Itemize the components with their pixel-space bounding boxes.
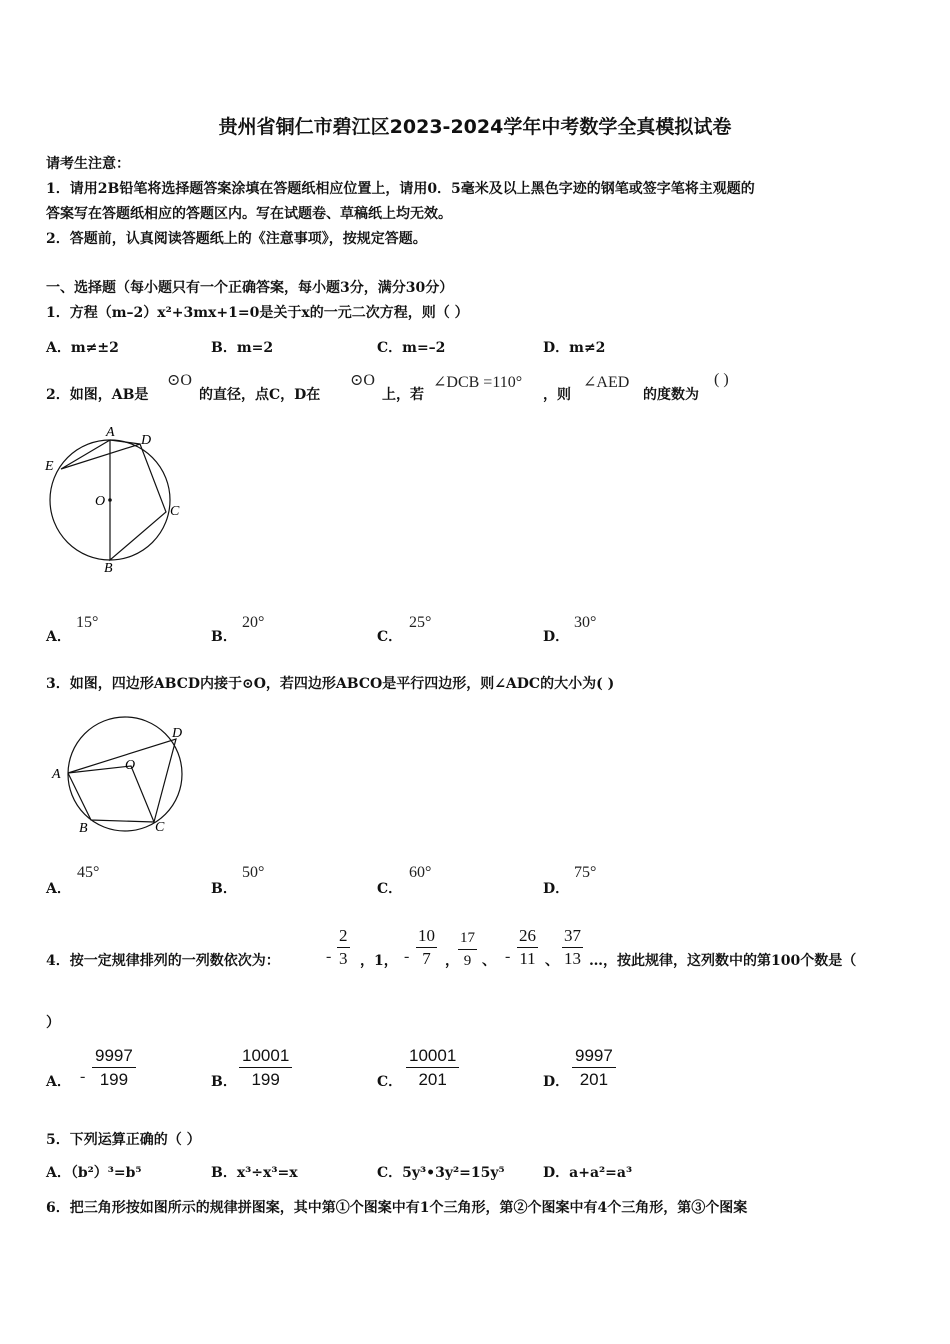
- q2-label-e: E: [45, 459, 54, 474]
- q4-sign-2: -: [404, 948, 410, 965]
- q4-option-c-fraction: [406, 1044, 459, 1091]
- q4-option-a-label: A．: [46, 1074, 71, 1090]
- q2-option-c-label: C．: [377, 629, 403, 645]
- q4-sep-2: ，: [445, 953, 459, 969]
- q4-option-b-den: 199: [251, 1070, 280, 1089]
- q2-text-2: 的直径，点C，D在: [199, 387, 321, 403]
- q5-option-c: C．5y³•3y²=15y⁵: [377, 1165, 505, 1181]
- q4-sep-3: 、: [482, 953, 496, 969]
- q4-fraction-3-den: 9: [463, 953, 472, 969]
- q3-quadrilateral: [68, 739, 176, 822]
- q4-sep-1: ，1，: [360, 953, 398, 969]
- q2-math-angle-aed: ∠AED: [583, 374, 630, 391]
- q2-math-angle-dcb: ∠DCB =110°: [433, 374, 523, 391]
- q3-circle-figure: [45, 712, 195, 837]
- q4-option-a-num: 9997: [92, 1044, 136, 1068]
- q4-text-3: ）: [46, 1015, 60, 1031]
- q2-option-a-label: A．: [46, 629, 71, 645]
- q2-text-4: ，则: [543, 387, 571, 403]
- q4-option-c-label: C．: [377, 1074, 403, 1090]
- q2-label-c: C: [170, 504, 180, 519]
- q6-stem: 6．把三角形按如图所示的规律拼图案，其中第①个图案中有1个三角形，第②个图案中有4个三角形，第③个图案: [46, 1200, 748, 1216]
- q5-option-b: B．x³÷x³=x: [211, 1165, 298, 1181]
- q2-polygon: [61, 440, 166, 560]
- q2-label-o: O: [95, 494, 106, 509]
- q4-text-2: …，按此规律，这列数中的第100个数是（: [589, 953, 857, 969]
- q4-fraction-3: [458, 927, 477, 972]
- q2-math-circle-o: ⊙O: [167, 372, 192, 389]
- q4-fraction-4-den: 11: [519, 949, 536, 968]
- q3-parallelogram-sides: [68, 766, 154, 822]
- section-heading: 一、选择题（每小题只有一个正确答案，每小题3分，满分30分）: [46, 280, 454, 296]
- q4-option-a-den: 199: [99, 1070, 129, 1089]
- q1-stem: 1．方程（m–2）x²+3mx+1=0是关于x的一元二次方程，则（ ）: [46, 305, 469, 321]
- q1-option-d: D．m≠2: [543, 340, 606, 356]
- q2-option-a-value: 15°: [76, 614, 99, 631]
- q4-fraction-5: [562, 925, 583, 970]
- q3-option-c-value: 60°: [409, 864, 432, 881]
- q2-label-d: D: [141, 433, 152, 448]
- q4-option-d-fraction: [572, 1044, 616, 1091]
- q4-option-d-den: 201: [579, 1070, 609, 1089]
- q3-circle: [68, 717, 182, 831]
- q2-answer-paren: ( ): [714, 371, 729, 388]
- q2-circle-figure: [40, 422, 190, 577]
- q4-fraction-4-num: 26: [517, 925, 538, 948]
- q3-option-a-value: 45°: [77, 864, 100, 881]
- q3-stem: 3．如图，四边形ABCD内接于⊙O，若四边形ABCO是平行四边形，则∠ADC的大小为( ): [46, 676, 615, 692]
- q3-option-a-label: A．: [46, 881, 71, 897]
- q2-option-b-label: B．: [211, 629, 237, 645]
- q2-text-3: 上，若: [382, 387, 424, 403]
- q2-text-5: 的度数为: [643, 387, 699, 403]
- q4-sign-3: -: [505, 948, 511, 965]
- q5-option-a: A．（b²）³=b⁵: [46, 1165, 142, 1181]
- q4-fraction-2-den: 7: [422, 949, 431, 968]
- page-title: 贵州省铜仁市碧江区2023-2024学年中考数学全真模拟试卷: [218, 116, 732, 138]
- q3-option-d-label: D．: [543, 881, 570, 897]
- q2-text-1: 2．如图，AB是: [46, 387, 149, 403]
- notice-line-2: 2．答题前，认真阅读答题纸上的《注意事项》，按规定答题。: [46, 231, 427, 247]
- q4-fraction-4: [517, 925, 538, 970]
- q3-option-d-value: 75°: [574, 864, 597, 881]
- q4-option-b-label: B．: [211, 1074, 237, 1090]
- q4-fraction-3-num: 17: [458, 927, 477, 950]
- q4-sep-4: 、: [545, 953, 559, 969]
- q4-fraction-2: [416, 925, 437, 970]
- q2-label-a: A: [106, 425, 115, 440]
- q4-fraction-1: [337, 925, 350, 970]
- q4-option-d-label: D．: [543, 1074, 570, 1090]
- q4-fraction-1-num: 2: [337, 925, 350, 948]
- q4-option-d-num: 9997: [572, 1044, 616, 1068]
- q2-center-point: [108, 498, 112, 502]
- notice-heading: 请考生注意：: [46, 156, 130, 172]
- q3-label-o: O: [125, 758, 136, 773]
- q3-label-b: B: [79, 821, 88, 836]
- q2-option-d-value: 30°: [574, 614, 597, 631]
- q4-text-1: 4．按一定规律排列的一列数依次为：: [46, 953, 280, 969]
- q4-option-a-sign: -: [80, 1068, 86, 1085]
- q1-option-c: C．m=–2: [377, 340, 446, 356]
- q3-option-b-label: B．: [211, 881, 237, 897]
- q2-label-b: B: [104, 561, 113, 576]
- q4-option-b-num: 10001: [239, 1044, 292, 1068]
- q5-option-d: D．a+a²=a³: [543, 1165, 633, 1181]
- q2-math-circle-o-2: ⊙O: [350, 372, 375, 389]
- q4-option-b-fraction: [239, 1044, 292, 1091]
- q4-option-c-num: 10001: [406, 1044, 459, 1068]
- q4-fraction-1-den: 3: [339, 949, 348, 968]
- notice-line-1b: 答案写在答题纸相应的答题区内。写在试题卷、草稿纸上均无效。: [46, 206, 452, 222]
- q3-option-c-label: C．: [377, 881, 403, 897]
- q3-option-b-value: 50°: [242, 864, 265, 881]
- q4-sign-1: -: [326, 948, 332, 965]
- q1-option-b: B．m=2: [211, 340, 274, 356]
- q3-label-c: C: [155, 820, 165, 835]
- q4-option-c-den: 201: [418, 1070, 447, 1089]
- q2-option-d-label: D．: [543, 629, 570, 645]
- q2-option-b-value: 20°: [242, 614, 265, 631]
- q5-stem: 5．下列运算正确的（ ）: [46, 1132, 201, 1148]
- q4-option-a-fraction: [92, 1044, 136, 1091]
- q1-option-a: A．m≠±2: [46, 340, 119, 356]
- q3-label-a: A: [52, 767, 61, 782]
- q4-fraction-5-den: 13: [564, 949, 581, 968]
- q4-fraction-2-num: 10: [416, 925, 437, 948]
- q3-label-d: D: [172, 726, 183, 741]
- q2-option-c-value: 25°: [409, 614, 432, 631]
- q4-fraction-5-num: 37: [562, 925, 583, 948]
- notice-line-1a: 1．请用2B铅笔将选择题答案涂填在答题纸相应位置上，请用0．5毫米及以上黑色字迹的钢笔或签字笔将主观题的: [46, 181, 755, 197]
